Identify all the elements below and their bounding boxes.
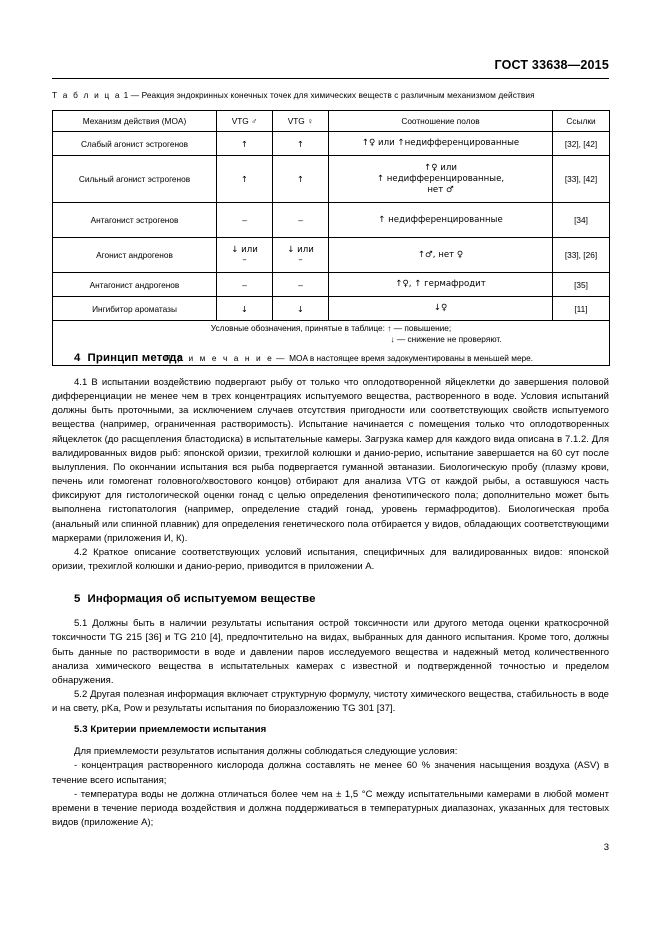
cell-refs: [33], [26]: [553, 238, 610, 273]
cell-vtg-female: [273, 238, 329, 273]
cell-vtg-female: ↓: [273, 297, 329, 321]
cell-vtg-male: –: [217, 203, 273, 238]
table-caption: [52, 90, 616, 100]
cell-vtg-male: [217, 238, 273, 273]
cell-vtg-female: ↑: [273, 156, 329, 203]
cell-moa: Сильный агонист эстрогенов: [53, 156, 217, 203]
section-heading-4: [52, 352, 609, 364]
paragraph-4-1: 4.1 В испытании воздействию подвергают рыбу от только что оплодотворенной яйцеклетки до завершения половой дифференциации не менее чем в трех концентрациях испытуемого вещества, растворенного в воде. Условия испытаний должны быть проточными, за исключением случаев отсутствия пригодности или соответствующих свойств испытуемого вещества (например, ограниченная растворимость). Испытание начинается с помещения только что оплодотворенных яйцеклеток (до расщепления бластодиска) в испытательные камеры. Загрузка камер для каждого вида описана в 7.1.2. Для валидированных видов рыб: японской оризии, трехиглой колюшки и данио-рерио, испытание завершается на 60 сут после вылупления. По окончании испытания вся рыба подвергается гуманной эвтаназии. Биологическую пробу (плазму крови, печень или гомогенат головного/хвостового концов) отбирают для анализа VTG от каждой рыбы, а оставшуюся часть фиксируют для гистологической оценки гонад с целью определения фенотипического пола; дополнительно может быть выполнена гистопатология (например, определение стадий гонад, уровень гермафродитов). Биологическая проба (анальный или спинной плавник) для определения генетического пола отбирается у видов, обладающих соответствующими маркерами (приложения И, К).: [52, 377, 609, 544]
standard-number: ГОСТ 33638—2015: [494, 58, 609, 72]
table-row: [53, 203, 610, 238]
paragraph-5-2: 5.2 Другая полезная информация включает структурную формулу, чистоту химического вещества, стабильность в воде и на свету, pKa, Pow и результаты испытания по биоразложению TG 301 [37].: [52, 688, 609, 715]
cell-moa: Ингибитор ароматазы: [53, 297, 217, 321]
paragraph-5-1: 5.1 Должны быть в наличии результаты испытания острой токсичности или другого метода оценки краткосрочной токсичности TG 215 [36] и TG 210 [4], предпочтительно на видах, выбранных для данного испытания. Кроме того, должны быть данные по растворимости в воде и давлении паров исследуемого вещества и надежный метод количественного анализа химического вещества в испытательных камерах с известной и подтвержденной точностью и пределом обнаружения.: [52, 618, 609, 686]
paragraph-4-2: 4.2 Краткое описание соответствующих условий испытания, специфичных для валидированных видов: японской оризии, трехиглой колюшки и данио-рерио, приводится в приложении А.: [52, 546, 609, 573]
table-row: [53, 156, 610, 203]
section-4-title: Принцип метода: [87, 352, 184, 364]
cell-vtg-female: –: [273, 203, 329, 238]
endocrine-endpoints-table: [52, 110, 609, 366]
cell-vtg-male: ↑: [217, 132, 273, 156]
table-row: [53, 238, 610, 273]
list-item: - температура воды не должна отличаться более чем на ± 1,5 °С между испытательными камерами в любой момент времени в течение периода воздействия и должна поддерживаться в температурных диапазонах, указанных для тестовых видов (приложение А);: [52, 788, 609, 829]
cell-sex-ratio: ↑♂, нет ♀: [329, 238, 553, 273]
note-label: П р и м е ч а н и е: [164, 353, 274, 364]
vtg-male-line: ↓ или: [231, 244, 258, 255]
cell-vtg-male: ↓: [217, 297, 273, 321]
table-caption-text: Реакция эндокринных конечных точек для химических веществ с различным механизмом действия: [141, 90, 535, 100]
cell-moa: Антагонист андрогенов: [53, 273, 217, 297]
table-caption-dash: —: [130, 90, 140, 100]
section-spacer: [52, 574, 609, 593]
legend-line-increase: Условные обозначения, принятые в таблице: ↑ — повышение;: [210, 323, 452, 334]
cell-refs: [32], [42]: [553, 132, 610, 156]
cell-vtg-female: –: [273, 273, 329, 297]
note-text: MOA в настоящее время задокументированы в меньшей мере.: [289, 353, 534, 364]
cell-refs: [11]: [553, 297, 610, 321]
table-caption-label: Т а б л и ц а: [52, 90, 122, 100]
vtg-male-line: –: [242, 255, 247, 266]
section-5-number: 5: [74, 593, 81, 606]
section-5-title: Информация об испытуемом веществе: [87, 593, 316, 606]
vtg-female-line: –: [298, 255, 303, 266]
paragraph-5-3-intro: Для приемлемости результатов испытания должны соблюдаться следующие условия:: [74, 746, 458, 758]
page-number: 3: [603, 842, 609, 853]
cell-moa: Агонист андрогенов: [53, 238, 217, 273]
col-header-refs: Ссылки: [553, 111, 610, 132]
cell-moa: Антагонист эстрогенов: [53, 203, 217, 238]
vtg-female-line: ↓ или: [287, 244, 314, 255]
cell-vtg-male: –: [217, 273, 273, 297]
cell-moa: Слабый агонист эстрогенов: [53, 132, 217, 156]
note-dash: —: [276, 353, 285, 364]
section-heading-5: [52, 593, 609, 605]
cell-sex-ratio: ↑ недифференцированные: [329, 203, 553, 238]
cell-vtg-female: ↑: [273, 132, 329, 156]
table-header-row: [53, 111, 610, 132]
cell-sex-ratio: ↑♀, ↑ гермафродит: [329, 273, 553, 297]
document-body: [52, 352, 609, 830]
subsection-spacer: [52, 716, 609, 724]
cell-refs: [33], [42]: [553, 156, 610, 203]
cell-sex-ratio: [329, 156, 553, 203]
legend-line-decrease: ↓ — снижение не проверяют.: [390, 333, 502, 344]
sex-ratio-line: ↑ недифференцированные,: [376, 173, 505, 184]
cell-refs: [35]: [553, 273, 610, 297]
col-header-moa: Механизм действия (MOA): [53, 111, 217, 132]
table-row: [53, 297, 610, 321]
page-header: [52, 58, 609, 80]
subsection-heading-5-3: 5.3 Критерии приемлемости испытания: [74, 724, 267, 736]
sex-ratio-line: ↑♀ или: [424, 163, 457, 174]
cell-refs: [34]: [553, 203, 610, 238]
list-item: - концентрация растворенного кислорода должна составлять не менее 60 % значения насыщения воздуха (ASV) в течение всего испытания;: [52, 760, 609, 786]
cell-sex-ratio: ↑♀ или ↑недифференцированные: [329, 132, 553, 156]
col-header-vtg-female: VTG ♀: [273, 111, 329, 132]
cell-vtg-male: ↑: [217, 156, 273, 203]
table-row: [53, 273, 610, 297]
section-4-number: 4: [74, 352, 81, 364]
header-divider: [52, 78, 609, 79]
col-header-sex-ratio: Соотношение полов: [329, 111, 553, 132]
cell-sex-ratio: ↓♀: [329, 297, 553, 321]
sex-ratio-line: нет ♂: [427, 184, 454, 195]
table-row: [53, 132, 610, 156]
table-caption-number: 1: [123, 90, 129, 100]
col-header-vtg-male: VTG ♂: [217, 111, 273, 132]
